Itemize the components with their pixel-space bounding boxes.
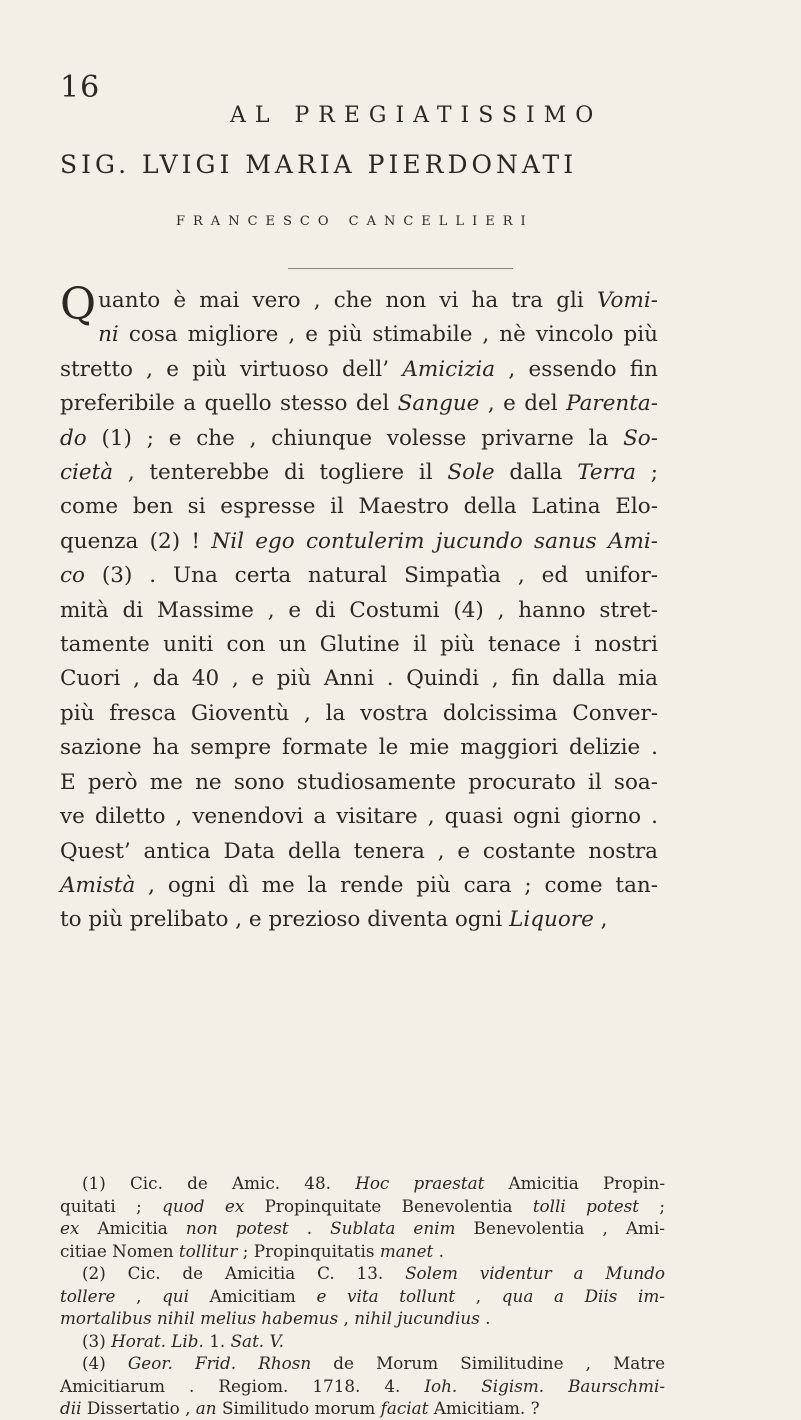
text-run: preferibile a quello stesso del — [60, 391, 398, 417]
letter-body — [60, 279, 658, 938]
text-run: Cuori , da 40 , e più Anni . Quindi , fin dalla mia — [60, 666, 658, 692]
body-line — [60, 903, 658, 937]
body-line — [60, 697, 658, 731]
text-run: . — [433, 1240, 444, 1261]
footnote-line — [60, 1195, 665, 1218]
text-run: ; — [636, 460, 658, 486]
text-run: , ogni dì me la rende più cara ; come tan- — [135, 872, 658, 898]
body-line — [60, 353, 658, 387]
text-run: cietà — [60, 460, 114, 486]
footnote-line — [60, 1217, 665, 1240]
separator-rule — [288, 268, 513, 269]
text-run: E però me ne sono studiosamente procurato il soa- — [60, 769, 658, 795]
text-run: Benevolentia , Ami- — [455, 1218, 665, 1238]
text-run: Vomi- — [596, 288, 658, 313]
text-run: Sangue — [397, 391, 480, 417]
text-run: Solem videntur a Mundo — [405, 1263, 665, 1283]
body-line — [60, 835, 658, 869]
body-line — [60, 628, 658, 662]
text-run: qui — [162, 1285, 189, 1306]
text-run: (3) — [82, 1330, 112, 1351]
text-run: ; Propinquitatis — [237, 1240, 380, 1261]
text-run: Amicizia — [402, 356, 496, 382]
text-run: So- — [623, 425, 658, 451]
text-run: tamente uniti con un Glutine il più tenace i nostri — [60, 632, 658, 658]
text-run: quitati ; — [60, 1195, 163, 1216]
text-run: Sole — [447, 460, 495, 486]
text-run: qua a Diis im- — [501, 1285, 665, 1306]
text-run: quod ex — [162, 1195, 245, 1216]
text-run: , e del — [479, 391, 567, 417]
footnote-line — [82, 1262, 665, 1285]
drop-cap: Q — [60, 279, 97, 330]
footnote-line — [60, 1375, 665, 1398]
text-run: Terra — [577, 460, 637, 486]
text-run: Sat. V. — [230, 1330, 284, 1351]
text-run: e vita tollunt — [316, 1285, 456, 1306]
text-run: sazione ha sempre formate le mie maggiori delizie . — [60, 735, 658, 761]
body-line — [60, 662, 658, 696]
body-line — [60, 766, 658, 800]
text-run: . — [288, 1218, 331, 1238]
text-run: Sublata enim — [330, 1218, 456, 1238]
author-name: FRANCESCO CANCELLIERI — [176, 214, 534, 229]
text-run: . — [479, 1308, 491, 1328]
text-run: ex — [60, 1218, 80, 1238]
text-run: dii — [60, 1398, 82, 1418]
text-run: , essendo fin — [495, 356, 658, 382]
body-line — [60, 456, 658, 490]
body-line — [60, 279, 658, 330]
footnote-line — [82, 1330, 665, 1353]
footnote-line — [60, 1240, 665, 1263]
text-run: tollere — [60, 1285, 116, 1306]
text-run: (3) . Una certa natural Simpatìa , ed unifor- — [85, 563, 658, 589]
text-run: Similitudo morum — [216, 1398, 381, 1418]
text-run: Amicitia Propin- — [484, 1173, 666, 1193]
text-run: do — [60, 425, 87, 451]
footnote-line — [60, 1397, 665, 1420]
body-line — [60, 559, 658, 593]
text-run: Amicitiam — [188, 1285, 317, 1306]
text-run: Dissertatio , — [81, 1398, 196, 1418]
text-run: (2) Cic. de Amicitia C. 13. — [82, 1263, 406, 1283]
text-run: nihil jucundius — [354, 1308, 480, 1328]
text-run: cosa migliore , e più stimabile , nè vincolo più — [118, 322, 658, 348]
text-run: (1) ; e che , chiunque volesse privarne la — [86, 425, 624, 451]
text-run: stretto , e più virtuoso dell’ — [60, 356, 403, 382]
text-run: co — [60, 563, 85, 589]
text-run: mità di Massime , e di Costumi (4) , hanno stret- — [60, 597, 658, 623]
text-run: mortalibus nihil melius habemus — [60, 1308, 339, 1328]
body-line — [60, 422, 658, 456]
body-line — [60, 525, 658, 559]
text-run: ni — [98, 322, 119, 348]
text-run: Ioh. Sigism. Baurschmi- — [424, 1375, 666, 1396]
text-run: manet — [379, 1240, 434, 1261]
text-run: Amicitiarum . Regiom. 1718. 4. — [60, 1375, 425, 1396]
body-line — [60, 800, 658, 834]
text-run: ve diletto , venendovi a visitare , quasi ogni giorno . — [60, 804, 658, 830]
body-line — [60, 731, 658, 765]
text-run: citiae Nomen — [60, 1240, 179, 1261]
text-run: Horat. Lib. — [111, 1330, 204, 1351]
footnote-line — [60, 1307, 665, 1330]
footnote-line — [82, 1352, 665, 1375]
text-run: Geor. Frid. Rhosn — [127, 1353, 312, 1373]
text-run: de Morum Similitudine , Matre — [311, 1353, 666, 1373]
text-run: dalla — [494, 460, 578, 486]
text-run: come ben si espresse il Maestro della Latina Elo- — [60, 494, 658, 520]
text-run: Propinquitate Benevolentia — [244, 1195, 533, 1216]
text-run: faciat — [380, 1398, 429, 1418]
text-run: to più prelibato , e prezioso diventa ogni — [60, 907, 510, 933]
text-run: Parenta- — [566, 391, 658, 417]
footnote-line — [60, 1285, 665, 1308]
text-run: ; — [638, 1195, 665, 1216]
dedication-line: AL PREGIATISSIMO — [230, 103, 603, 128]
footnote-line — [82, 1172, 665, 1195]
recipient-name: SIG. LVIGI MARIA PIERDONATI — [60, 150, 578, 179]
body-line — [60, 869, 658, 903]
text-run: Liquore — [509, 907, 594, 933]
text-run: , — [115, 1285, 163, 1306]
text-run: 1. — [203, 1330, 231, 1351]
footnotes — [60, 1172, 666, 1420]
text-run: tollitur — [178, 1240, 238, 1261]
text-run: tolli potest — [532, 1195, 639, 1216]
text-run: Nil ego contulerim jucundo sanus Ami- — [211, 528, 658, 554]
text-run: , tenterebbe di togliere il — [113, 460, 448, 486]
text-run: , — [338, 1308, 355, 1328]
text-run: quenza (2) ! — [60, 528, 212, 554]
text-run: più fresca Gioventù , la vostra dolcissima Conver- — [60, 700, 658, 726]
text-run: Quest’ antica Data della tenera , e costante nostra — [60, 838, 658, 864]
text-run: Amicitiam. ? — [428, 1398, 540, 1418]
text-run: an — [195, 1398, 217, 1418]
text-run: non potest — [185, 1218, 289, 1238]
page-number: 16 — [60, 70, 101, 105]
body-line — [60, 318, 658, 352]
text-run: Amistà — [60, 872, 136, 898]
body-line — [60, 387, 658, 421]
text-run: Amicitia — [79, 1218, 186, 1238]
body-line — [60, 490, 658, 524]
text-run: , — [593, 907, 608, 933]
text-run: (1) Cic. de Amic. 48. — [82, 1173, 356, 1193]
text-run: , — [455, 1285, 502, 1306]
body-line — [60, 594, 658, 628]
text-run: Hoc praestat — [355, 1173, 485, 1193]
text-run: uanto è mai vero , che non vi ha tra gli — [98, 288, 597, 313]
text-run: (4) — [82, 1353, 128, 1373]
